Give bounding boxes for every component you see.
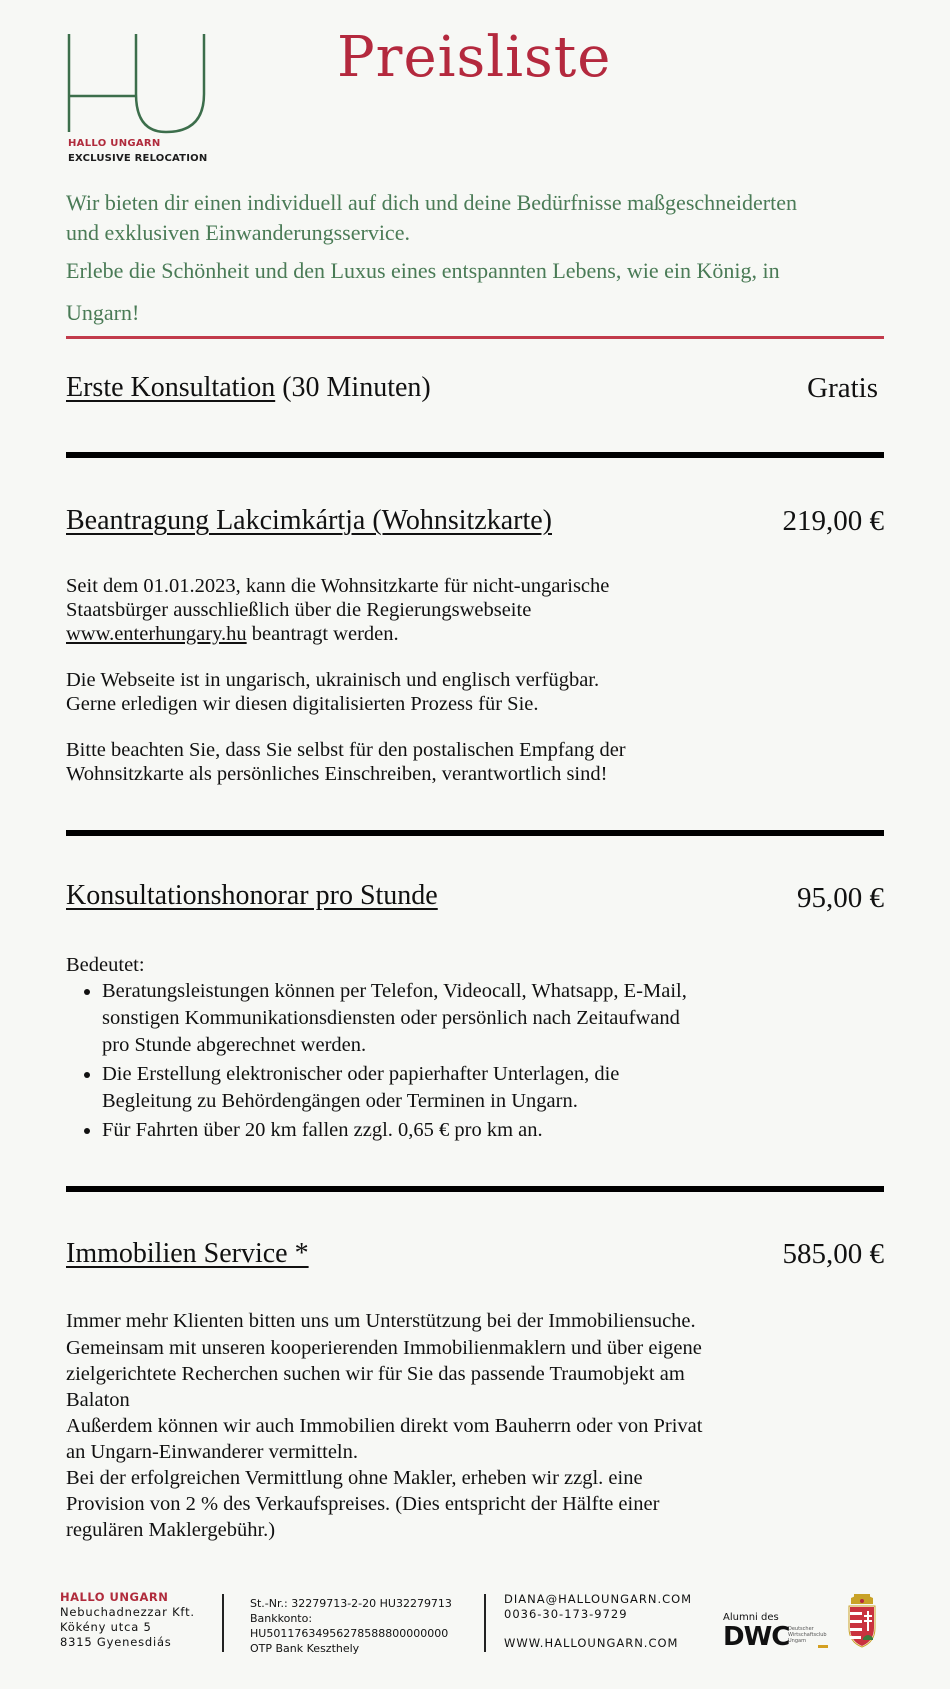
list-item (102, 978, 826, 1059)
price-real-estate: 585,00 € (782, 1238, 884, 1270)
website-link[interactable]: WWW.HALLOUNGARN.COM (504, 1636, 679, 1650)
bullets-intro: Bedeutet: (66, 954, 145, 976)
bullet-line: Die Erstellung elektronischer oder papierhafter Unterlagen, die (102, 1063, 620, 1085)
description-line: Balaton (66, 1389, 130, 1411)
intro-text (66, 188, 886, 332)
intro-line: und exklusiven Einwanderungsservice. (66, 220, 410, 245)
dwc-logo-text: DWC (723, 1622, 790, 1652)
price-residence-card: 219,00 € (782, 505, 884, 537)
bullet-line: Begleitung zu Behördengängen oder Terminen in Ungarn. (102, 1090, 578, 1112)
alumni-label: Alumni des (723, 1612, 779, 1623)
enterhungary-link[interactable]: www.enterhungary.hu (66, 623, 247, 645)
footer-address (60, 1590, 195, 1650)
hu-monogram-icon (66, 32, 208, 136)
description-line (66, 622, 826, 646)
fee-bullet-list (66, 978, 826, 1144)
footer (0, 1588, 950, 1668)
section-divider (66, 452, 884, 458)
list-item (102, 1061, 826, 1115)
section-divider (66, 830, 884, 836)
description-line: an Ungarn-Einwanderer vermitteln. (66, 1441, 359, 1463)
footer-address-line: 8315 Gyenesdiás (60, 1635, 172, 1649)
description-line: Bei der erfolgreichen Vermittlung ohne Makler, erheben wir zzgl. eine (66, 1467, 643, 1489)
section-title-residence-card (66, 505, 552, 537)
intro-line: Ungarn! (66, 300, 140, 325)
footer-separator (222, 1594, 224, 1652)
dwc-subtitle-line: Wirtschaftsclub (788, 1632, 827, 1638)
logo-tagline: EXCLUSIVE RELOCATION (68, 153, 208, 164)
bank-label: Bankkonto: (250, 1612, 313, 1625)
description-line: regulären Maklergebühr.) (66, 1519, 276, 1541)
hourly-fee-description (66, 952, 826, 1146)
footer-address-line: Nebuchadnezzar Kft. (60, 1605, 195, 1619)
description-line: Außerdem können wir auch Immobilien direkt vom Bauherrn oder von Privat (66, 1415, 703, 1437)
section-title-first-consultation (66, 372, 431, 404)
bullet-line: Für Fahrten über 20 km fallen zzgl. 0,65 € pro km an. (102, 1119, 543, 1141)
bank-name: OTP Bank Keszthely (250, 1642, 360, 1655)
bullet-line: Beratungsleistungen können per Telefon, Videocall, Whatsapp, E-Mail, (102, 980, 687, 1002)
description-line: Seit dem 01.01.2023, kann die Wohnsitzkarte für nicht-ungarische (66, 575, 610, 597)
list-item (102, 1117, 826, 1144)
service-duration: (30 Minuten) (275, 372, 431, 403)
description-line: zielgerichtete Recherchen suchen wir für Sie das passende Traumobjekt am (66, 1363, 685, 1385)
price-first-consultation: Gratis (807, 372, 878, 404)
dwc-subtitle (788, 1626, 827, 1644)
header-divider (66, 336, 884, 339)
description-line: Staatsbürger ausschließlich über die Regierungswebseite (66, 599, 532, 621)
section-divider (66, 1186, 884, 1192)
description-line: Gerne erledigen wir diesen digitalisierten Prozess für Sie. (66, 693, 539, 715)
service-link-first-consultation[interactable]: Erste Konsultation (66, 372, 276, 403)
dwc-subtitle-line: Ungarn (788, 1638, 807, 1644)
real-estate-description (66, 1307, 826, 1543)
footer-address-line: Kökény utca 5 (60, 1620, 152, 1634)
description-line: Die Webseite ist in ungarisch, ukrainisch und englisch verfügbar. (66, 669, 600, 691)
description-line: Bitte beachten Sie, dass Sie selbst für den postalischen Empfang der (66, 739, 626, 761)
service-link-real-estate[interactable]: Immobilien Service * (66, 1238, 309, 1269)
section-title-real-estate (66, 1238, 309, 1270)
service-link-hourly-fee[interactable]: Konsultationshonorar pro Stunde (66, 880, 438, 911)
company-logo (66, 32, 208, 168)
description-line: Immer mehr Klienten bitten uns um Unterstützung bei der Immobiliensuche. (66, 1310, 696, 1332)
section-title-hourly-fee (66, 880, 438, 912)
footer-bank-info (250, 1596, 452, 1656)
footer-company-name: HALLO UNGARN (60, 1590, 169, 1604)
page-title: Preisliste (337, 25, 612, 90)
price-hourly-fee: 95,00 € (797, 882, 884, 914)
intro-line: Wir bieten dir einen individuell auf dich und deine Bedürfnisse maßgeschneiderten (66, 190, 797, 215)
residence-card-description (66, 574, 826, 808)
description-line: Provision von 2 % des Verkaufspreises. (Dies entspricht der Hälfte einer (66, 1493, 660, 1515)
phone-number[interactable]: 0036-30-173-9729 (504, 1607, 628, 1621)
intro-line: Erlebe die Schönheit und den Luxus eines entspannten Lebens, wie ein König, in (66, 258, 780, 283)
description-line: Wohnsitzkarte als persönliches Einschreiben, verantwortlich sind! (66, 763, 608, 785)
bullet-line: sonstigen Kommunikationsdiensten oder persönlich nach Zeitaufwand (102, 1007, 680, 1029)
email-link[interactable]: DIANA@HALLOUNGARN.COM (504, 1592, 693, 1606)
iban: HU50117634956278588800000000 (250, 1627, 449, 1640)
logo-company-name: HALLO UNGARN (68, 138, 161, 149)
service-link-residence-card[interactable]: Beantragung Lakcimkártja (Wohnsitzkarte) (66, 505, 552, 536)
footer-contact (504, 1592, 692, 1651)
bullet-line: pro Stunde abgerechnet werden. (102, 1034, 367, 1056)
tax-number: St.-Nr.: 32279713-2-20 HU32279713 (250, 1597, 452, 1610)
footer-separator (484, 1594, 486, 1652)
flag-stripe-icon (818, 1645, 828, 1648)
hungarian-coat-of-arms-icon (846, 1594, 878, 1648)
description-line: Gemeinsam mit unseren kooperierenden Immobilienmaklern und über eigene (66, 1337, 702, 1359)
dwc-subtitle-line: Deutscher (788, 1626, 814, 1632)
description-text: beantragt werden. (246, 623, 399, 645)
